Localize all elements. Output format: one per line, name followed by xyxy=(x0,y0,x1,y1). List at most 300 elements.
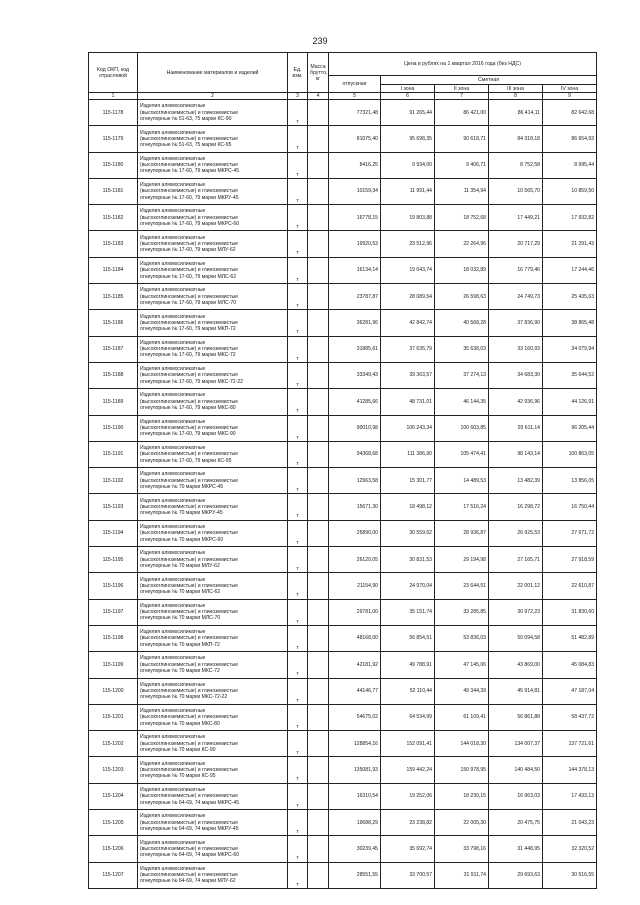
table-row xyxy=(89,757,597,783)
row-code: 115-1202 xyxy=(89,731,138,757)
row-name-line: (высокоглиноземистые) и глиноземистые xyxy=(140,635,238,642)
row-name-line: (высокоглиноземистые) и глиноземистые xyxy=(140,214,238,221)
table-row xyxy=(89,100,597,126)
row-factory-price: 19688,29 xyxy=(329,810,381,836)
row-zone2-price: 14 489,53 xyxy=(435,468,489,494)
row-zone2-price: 9 406,71 xyxy=(435,152,489,178)
row-name xyxy=(138,494,288,520)
row-name xyxy=(138,284,288,310)
row-zone2-price: 26 598,63 xyxy=(435,284,489,310)
row-name xyxy=(138,573,288,599)
row-name-line: (высокоглиноземистые) и глиноземистые xyxy=(140,109,238,116)
row-zone2-price: 31 911,74 xyxy=(435,862,489,888)
table-row xyxy=(89,810,597,836)
row-name-line: (высокоглиноземистые) и глиноземистые xyxy=(140,714,238,721)
row-zone4-price: 32 320,52 xyxy=(543,836,597,862)
row-zone1-price: 95 698,35 xyxy=(381,126,435,152)
row-mass xyxy=(308,599,329,625)
row-code: 115-1198 xyxy=(89,625,138,651)
row-name-line: (высокоглиноземистые) и глиноземистые xyxy=(140,530,238,537)
row-zone4-price: 35 644,52 xyxy=(543,362,597,388)
col-number: 4 xyxy=(308,93,329,100)
row-unit: т xyxy=(288,178,308,204)
row-name xyxy=(138,547,288,573)
row-zone2-price: 46 144,35 xyxy=(435,389,489,415)
row-mass xyxy=(308,862,329,888)
row-name-line: Изделия алюмосиликатные xyxy=(140,839,206,846)
row-zone4-price: 10 859,50 xyxy=(543,178,597,204)
row-name-line: (высокоглиноземистые) и глиноземистые xyxy=(140,372,238,379)
row-name-line: огнеупорные № 70 марки МЛУ-62 xyxy=(140,562,220,569)
row-name-line: огнеупорные № 17-60, 79 марки МКС-90 xyxy=(140,431,236,438)
row-zone2-price: 28 936,87 xyxy=(435,520,489,546)
row-mass xyxy=(308,231,329,257)
row-zone3-price: 134 007,37 xyxy=(489,731,543,757)
row-zone3-price: 42 936,96 xyxy=(489,389,543,415)
table-row xyxy=(89,520,597,546)
row-unit: т xyxy=(288,783,308,809)
row-zone3-price: 26 925,53 xyxy=(489,520,543,546)
row-unit: т xyxy=(288,862,308,888)
row-code: 115-1187 xyxy=(89,336,138,362)
row-unit: т xyxy=(288,362,308,388)
row-name xyxy=(138,810,288,836)
row-name-line: Изделия алюмосиликатные xyxy=(140,602,206,609)
row-code: 115-1207 xyxy=(89,862,138,888)
row-zone1-price: 30 831,53 xyxy=(381,547,435,573)
row-zone3-price: 86 414,11 xyxy=(489,100,543,126)
row-mass xyxy=(308,783,329,809)
row-name-line: Изделия алюмосиликатные xyxy=(140,497,206,504)
row-name-line: (высокоглиноземистые) и глиноземистые xyxy=(140,609,238,616)
header-mass: Масса брутто, кг xyxy=(308,53,329,93)
row-zone2-price: 33 798,16 xyxy=(435,836,489,862)
row-zone4-price: 17 932,82 xyxy=(543,205,597,231)
row-name xyxy=(138,178,288,204)
header-name: Наименование материалов и изделий xyxy=(138,53,288,93)
row-zone1-price: 56 854,51 xyxy=(381,625,435,651)
col-number: 1 xyxy=(89,93,138,100)
row-zone4-price: 30 516,55 xyxy=(543,862,597,888)
row-name-line: огнеупорные № 17-60, 79 марки МЛС-70 xyxy=(140,299,237,306)
row-mass xyxy=(308,468,329,494)
price-table xyxy=(88,52,597,889)
row-name-line: (высокоглиноземистые) и глиноземистые xyxy=(140,425,238,432)
header-zone2: II зона xyxy=(435,85,489,93)
row-zone3-price: 8 752,58 xyxy=(489,152,543,178)
row-zone1-price: 159 442,24 xyxy=(381,757,435,783)
row-zone3-price: 98 143,14 xyxy=(489,441,543,467)
row-code: 115-1179 xyxy=(89,126,138,152)
row-zone4-price: 22 610,87 xyxy=(543,573,597,599)
row-zone2-price: 49 344,39 xyxy=(435,678,489,704)
row-factory-price: 16310,54 xyxy=(329,783,381,809)
table-row xyxy=(89,257,597,283)
row-zone3-price: 33 160,93 xyxy=(489,336,543,362)
row-zone3-price: 29 693,63 xyxy=(489,862,543,888)
row-zone4-price: 21 291,43 xyxy=(543,231,597,257)
table-row xyxy=(89,862,597,888)
row-zone3-price: 20 475,75 xyxy=(489,810,543,836)
row-factory-price: 44146,77 xyxy=(329,678,381,704)
row-zone4-price: 27 918,59 xyxy=(543,547,597,573)
row-mass xyxy=(308,284,329,310)
row-unit: т xyxy=(288,757,308,783)
row-factory-price: 48168,00 xyxy=(329,625,381,651)
row-zone3-price: 84 318,18 xyxy=(489,126,543,152)
row-factory-price: 41285,66 xyxy=(329,389,381,415)
row-name xyxy=(138,362,288,388)
row-unit: т xyxy=(288,810,308,836)
row-zone3-price: 93 611,14 xyxy=(489,415,543,441)
row-zone2-price: 150 978,95 xyxy=(435,757,489,783)
row-code: 115-1182 xyxy=(89,205,138,231)
row-zone3-price: 17 449,21 xyxy=(489,205,543,231)
row-zone1-price: 23 238,82 xyxy=(381,810,435,836)
row-unit: т xyxy=(288,573,308,599)
row-zone2-price: 22 005,30 xyxy=(435,810,489,836)
row-name-line: Изделия алюмосиликатные xyxy=(140,366,206,373)
row-name-line: огнеупорные № 17-60, 79 марки МКРС-45 xyxy=(140,168,240,175)
row-name-line: огнеупорные № 70 марки КС-90 xyxy=(140,746,216,753)
row-name-line: Изделия алюмосиликатные xyxy=(140,182,206,189)
row-factory-price: 12963,58 xyxy=(329,468,381,494)
row-zone2-price: 17 516,24 xyxy=(435,494,489,520)
row-factory-price: 23787,87 xyxy=(329,284,381,310)
row-zone3-price: 22 001,12 xyxy=(489,573,543,599)
row-code: 115-1191 xyxy=(89,441,138,467)
row-code: 115-1192 xyxy=(89,468,138,494)
table-row xyxy=(89,783,597,809)
row-zone3-price: 50 094,58 xyxy=(489,625,543,651)
row-zone4-price: 51 482,89 xyxy=(543,625,597,651)
row-zone2-price: 86 421,00 xyxy=(435,100,489,126)
col-number: 8 xyxy=(489,93,543,100)
row-name-line: Изделия алюмосиликатные xyxy=(140,813,206,820)
row-code: 115-1190 xyxy=(89,415,138,441)
row-zone2-price: 18 230,15 xyxy=(435,783,489,809)
row-factory-price: 81075,40 xyxy=(329,126,381,152)
row-zone1-price: 24 970,04 xyxy=(381,573,435,599)
row-zone2-price: 53 836,03 xyxy=(435,625,489,651)
row-code: 115-1201 xyxy=(89,704,138,730)
table-body xyxy=(89,100,597,889)
row-unit: т xyxy=(288,599,308,625)
row-zone1-price: 106 243,34 xyxy=(381,415,435,441)
row-name-line: Изделия алюмосиликатные xyxy=(140,681,206,688)
table-row xyxy=(89,652,597,678)
row-unit: т xyxy=(288,126,308,152)
row-zone1-price: 33 700,57 xyxy=(381,862,435,888)
row-code: 115-1195 xyxy=(89,547,138,573)
row-zone4-price: 13 856,05 xyxy=(543,468,597,494)
header-code: Код ОКП, код отраслевой xyxy=(89,53,138,93)
row-name-line: огнеупорные № 51-63, 75 марки КС-95 xyxy=(140,142,232,149)
row-name-line: Изделия алюмосиликатные xyxy=(140,287,206,294)
row-mass xyxy=(308,205,329,231)
row-zone1-price: 35 151,74 xyxy=(381,599,435,625)
row-name-line: огнеупорные № 70 марки МЛС-70 xyxy=(140,615,221,622)
row-zone2-price: 35 638,03 xyxy=(435,336,489,362)
row-name xyxy=(138,336,288,362)
header-zone4: IV зона xyxy=(543,85,597,93)
row-name-line: огнеупорные № 70 марки КС-95 xyxy=(140,773,216,780)
row-code: 115-1183 xyxy=(89,231,138,257)
row-name-line: (высокоглиноземистые) и глиноземистые xyxy=(140,398,238,405)
col-number: 5 xyxy=(329,93,381,100)
row-name-line: огнеупорные № 64-69, 74 марки МКРС-45 xyxy=(140,799,240,806)
row-mass xyxy=(308,362,329,388)
row-zone2-price: 22 264,96 xyxy=(435,231,489,257)
row-factory-price: 16134,14 xyxy=(329,257,381,283)
row-zone4-price: 38 865,48 xyxy=(543,310,597,336)
row-factory-price: 33349,43 xyxy=(329,362,381,388)
row-mass xyxy=(308,494,329,520)
row-zone1-price: 52 110,44 xyxy=(381,678,435,704)
row-zone2-price: 23 644,51 xyxy=(435,573,489,599)
row-zone1-price: 64 534,99 xyxy=(381,704,435,730)
row-name-line: (высокоглиноземистые) и глиноземистые xyxy=(140,793,238,800)
row-name-line: Изделия алюмосиликатные xyxy=(140,576,206,583)
row-zone2-price: 47 145,06 xyxy=(435,652,489,678)
row-zone2-price: 11 354,94 xyxy=(435,178,489,204)
row-unit: т xyxy=(288,625,308,651)
table-row xyxy=(89,362,597,388)
row-zone4-price: 96 205,44 xyxy=(543,415,597,441)
row-name-line: Изделия алюмосиликатные xyxy=(140,786,206,793)
row-zone1-price: 111 386,90 xyxy=(381,441,435,467)
row-zone4-price: 82 642,68 xyxy=(543,100,597,126)
row-unit: т xyxy=(288,205,308,231)
row-name xyxy=(138,731,288,757)
row-zone3-price: 27 165,71 xyxy=(489,547,543,573)
header-zone3: III зона xyxy=(489,85,543,93)
row-name xyxy=(138,625,288,651)
row-name-line: огнеупорные № 17-60, 79 марки МКС-72 xyxy=(140,352,236,359)
row-name xyxy=(138,757,288,783)
row-name-line: Изделия алюмосиликатные xyxy=(140,155,206,162)
header-estimate: Сметная xyxy=(381,76,597,85)
col-number: 6 xyxy=(381,93,435,100)
row-name xyxy=(138,126,288,152)
table-row xyxy=(89,441,597,467)
row-name-line: (высокоглиноземистые) и глиноземистые xyxy=(140,451,238,458)
row-zone4-price: 17 433,13 xyxy=(543,783,597,809)
row-name-line: (высокоглиноземистые) и глиноземистые xyxy=(140,582,238,589)
table-row xyxy=(89,547,597,573)
row-zone4-price: 45 084,83 xyxy=(543,652,597,678)
row-name-line: огнеупорные № 64-69, 74 марки МЛУ-62 xyxy=(140,878,236,885)
row-name-line: (высокоглиноземистые) и глиноземистые xyxy=(140,819,238,826)
table-row xyxy=(89,704,597,730)
table-row xyxy=(89,625,597,651)
row-name-line: Изделия алюмосиликатные xyxy=(140,708,206,715)
row-name xyxy=(138,152,288,178)
table-row xyxy=(89,284,597,310)
row-name-line: огнеупорные № 64-69, 74 марки МКРУ-45 xyxy=(140,825,239,832)
row-name-line: огнеупорные № 70 марки МЛС-62 xyxy=(140,589,221,596)
col-number: 3 xyxy=(288,93,308,100)
row-code: 115-1186 xyxy=(89,310,138,336)
row-zone4-price: 144 378,13 xyxy=(543,757,597,783)
table-row xyxy=(89,310,597,336)
row-factory-price: 26120,05 xyxy=(329,547,381,573)
row-mass xyxy=(308,704,329,730)
row-zone2-price: 18 032,89 xyxy=(435,257,489,283)
row-name-line: Изделия алюмосиликатные xyxy=(140,418,206,425)
row-code: 115-1205 xyxy=(89,810,138,836)
row-name-line: Изделия алюмосиликатные xyxy=(140,523,206,530)
row-zone3-price: 45 914,81 xyxy=(489,678,543,704)
row-zone2-price: 100 603,85 xyxy=(435,415,489,441)
row-code: 115-1204 xyxy=(89,783,138,809)
row-unit: т xyxy=(288,494,308,520)
table-row xyxy=(89,494,597,520)
row-unit: т xyxy=(288,520,308,546)
row-name-line: (высокоглиноземистые) и глиноземистые xyxy=(140,188,238,195)
row-name-line: Изделия алюмосиликатные xyxy=(140,129,206,136)
row-zone2-price: 37 274,13 xyxy=(435,362,489,388)
table-row xyxy=(89,205,597,231)
row-mass xyxy=(308,757,329,783)
row-mass xyxy=(308,257,329,283)
row-zone1-price: 9 934,00 xyxy=(381,152,435,178)
table-row xyxy=(89,415,597,441)
table-row xyxy=(89,178,597,204)
row-name-line: (высокоглиноземистые) и глиноземистые xyxy=(140,240,238,247)
row-mass xyxy=(308,810,329,836)
row-name-line: огнеупорные № 70 марки МКРС-45 xyxy=(140,483,224,490)
row-zone1-price: 152 091,41 xyxy=(381,731,435,757)
header-factory: отпускная xyxy=(329,76,381,93)
row-name xyxy=(138,415,288,441)
row-mass xyxy=(308,336,329,362)
row-name-line: (высокоглиноземистые) и глиноземистые xyxy=(140,766,238,773)
row-unit: т xyxy=(288,678,308,704)
row-zone4-price: 34 079,94 xyxy=(543,336,597,362)
row-factory-price: 21154,90 xyxy=(329,573,381,599)
table-row xyxy=(89,731,597,757)
row-unit: т xyxy=(288,652,308,678)
row-name-line: Изделия алюмосиликатные xyxy=(140,760,206,767)
row-mass xyxy=(308,415,329,441)
row-unit: т xyxy=(288,389,308,415)
row-name-line: Изделия алюмосиликатные xyxy=(140,103,206,110)
table-row xyxy=(89,126,597,152)
row-zone1-price: 28 089,54 xyxy=(381,284,435,310)
row-name-line: (высокоглиноземистые) и глиноземистые xyxy=(140,293,238,300)
row-name-line: (высокоглиноземистые) и глиноземистые xyxy=(140,740,238,747)
row-unit: т xyxy=(288,547,308,573)
row-zone1-price: 11 991,44 xyxy=(381,178,435,204)
row-name-line: огнеупорные № 17-60, 79 марки МКС-72-22 xyxy=(140,378,244,385)
row-unit: т xyxy=(288,336,308,362)
row-mass xyxy=(308,573,329,599)
row-factory-price: 128854,16 xyxy=(329,731,381,757)
row-name xyxy=(138,678,288,704)
row-code: 115-1193 xyxy=(89,494,138,520)
row-factory-price: 36281,96 xyxy=(329,310,381,336)
row-unit: т xyxy=(288,257,308,283)
row-name-line: (высокоглиноземистые) и глиноземистые xyxy=(140,503,238,510)
row-name xyxy=(138,783,288,809)
row-zone3-price: 30 972,23 xyxy=(489,599,543,625)
row-unit: т xyxy=(288,415,308,441)
row-name xyxy=(138,231,288,257)
row-name-line: Изделия алюмосиликатные xyxy=(140,445,206,452)
row-name-line: (высокоглиноземистые) и глиноземистые xyxy=(140,135,238,142)
row-mass xyxy=(308,152,329,178)
row-name-line: (высокоглиноземистые) и глиноземистые xyxy=(140,845,238,852)
row-zone4-price: 100 863,05 xyxy=(543,441,597,467)
row-name xyxy=(138,257,288,283)
row-mass xyxy=(308,441,329,467)
row-code: 115-1196 xyxy=(89,573,138,599)
row-zone3-price: 31 448,95 xyxy=(489,836,543,862)
row-zone3-price: 34 683,30 xyxy=(489,362,543,388)
row-factory-price: 15671,30 xyxy=(329,494,381,520)
row-name xyxy=(138,520,288,546)
row-factory-price: 25890,00 xyxy=(329,520,381,546)
row-code: 115-1197 xyxy=(89,599,138,625)
row-unit: т xyxy=(288,731,308,757)
row-factory-price: 28551,55 xyxy=(329,862,381,888)
row-name-line: (высокоглиноземистые) и глиноземистые xyxy=(140,661,238,668)
row-mass xyxy=(308,678,329,704)
row-zone1-price: 35 692,74 xyxy=(381,836,435,862)
row-name-line: Изделия алюмосиликатные xyxy=(140,339,206,346)
table-row xyxy=(89,573,597,599)
row-name-line: огнеупорные № 64-69, 74 марки МКРС-60 xyxy=(140,852,240,859)
row-zone1-price: 19 252,06 xyxy=(381,783,435,809)
row-zone1-price: 37 635,79 xyxy=(381,336,435,362)
row-name-line: Изделия алюмосиликатные xyxy=(140,655,206,662)
row-factory-price: 29781,00 xyxy=(329,599,381,625)
row-zone4-price: 44 126,91 xyxy=(543,389,597,415)
row-mass xyxy=(308,310,329,336)
row-zone4-price: 31 830,60 xyxy=(543,599,597,625)
row-name xyxy=(138,100,288,126)
row-name-line: Изделия алюмосиликатные xyxy=(140,629,206,636)
row-name-line: (высокоглиноземистые) и глиноземистые xyxy=(140,346,238,353)
row-name xyxy=(138,599,288,625)
row-zone4-price: 27 671,72 xyxy=(543,520,597,546)
row-name xyxy=(138,468,288,494)
row-zone2-price: 90 618,71 xyxy=(435,126,489,152)
row-name-line: огнеупорные № 70 марки МКС-72 xyxy=(140,668,220,675)
row-name-line: Изделия алюмосиликатные xyxy=(140,234,206,241)
row-factory-price: 8416,25 xyxy=(329,152,381,178)
row-mass xyxy=(308,836,329,862)
row-unit: т xyxy=(288,704,308,730)
col-number: 7 xyxy=(435,93,489,100)
row-name-line: огнеупорные № 51-63, 75 марки КС-90 xyxy=(140,115,232,122)
row-name-line: огнеупорные № 70 марки МКРУ-45 xyxy=(140,510,223,517)
row-mass xyxy=(308,389,329,415)
row-unit: т xyxy=(288,836,308,862)
row-mass xyxy=(308,520,329,546)
table-row xyxy=(89,678,597,704)
row-name-line: (высокоглиноземистые) и глиноземистые xyxy=(140,688,238,695)
row-zone1-price: 48 731,01 xyxy=(381,389,435,415)
row-code: 115-1178 xyxy=(89,100,138,126)
row-zone3-price: 56 861,88 xyxy=(489,704,543,730)
row-name-line: огнеупорные № 70 марки МКС-80 xyxy=(140,720,220,727)
row-unit: т xyxy=(288,152,308,178)
row-name xyxy=(138,205,288,231)
row-zone3-price: 24 749,73 xyxy=(489,284,543,310)
row-code: 115-1199 xyxy=(89,652,138,678)
